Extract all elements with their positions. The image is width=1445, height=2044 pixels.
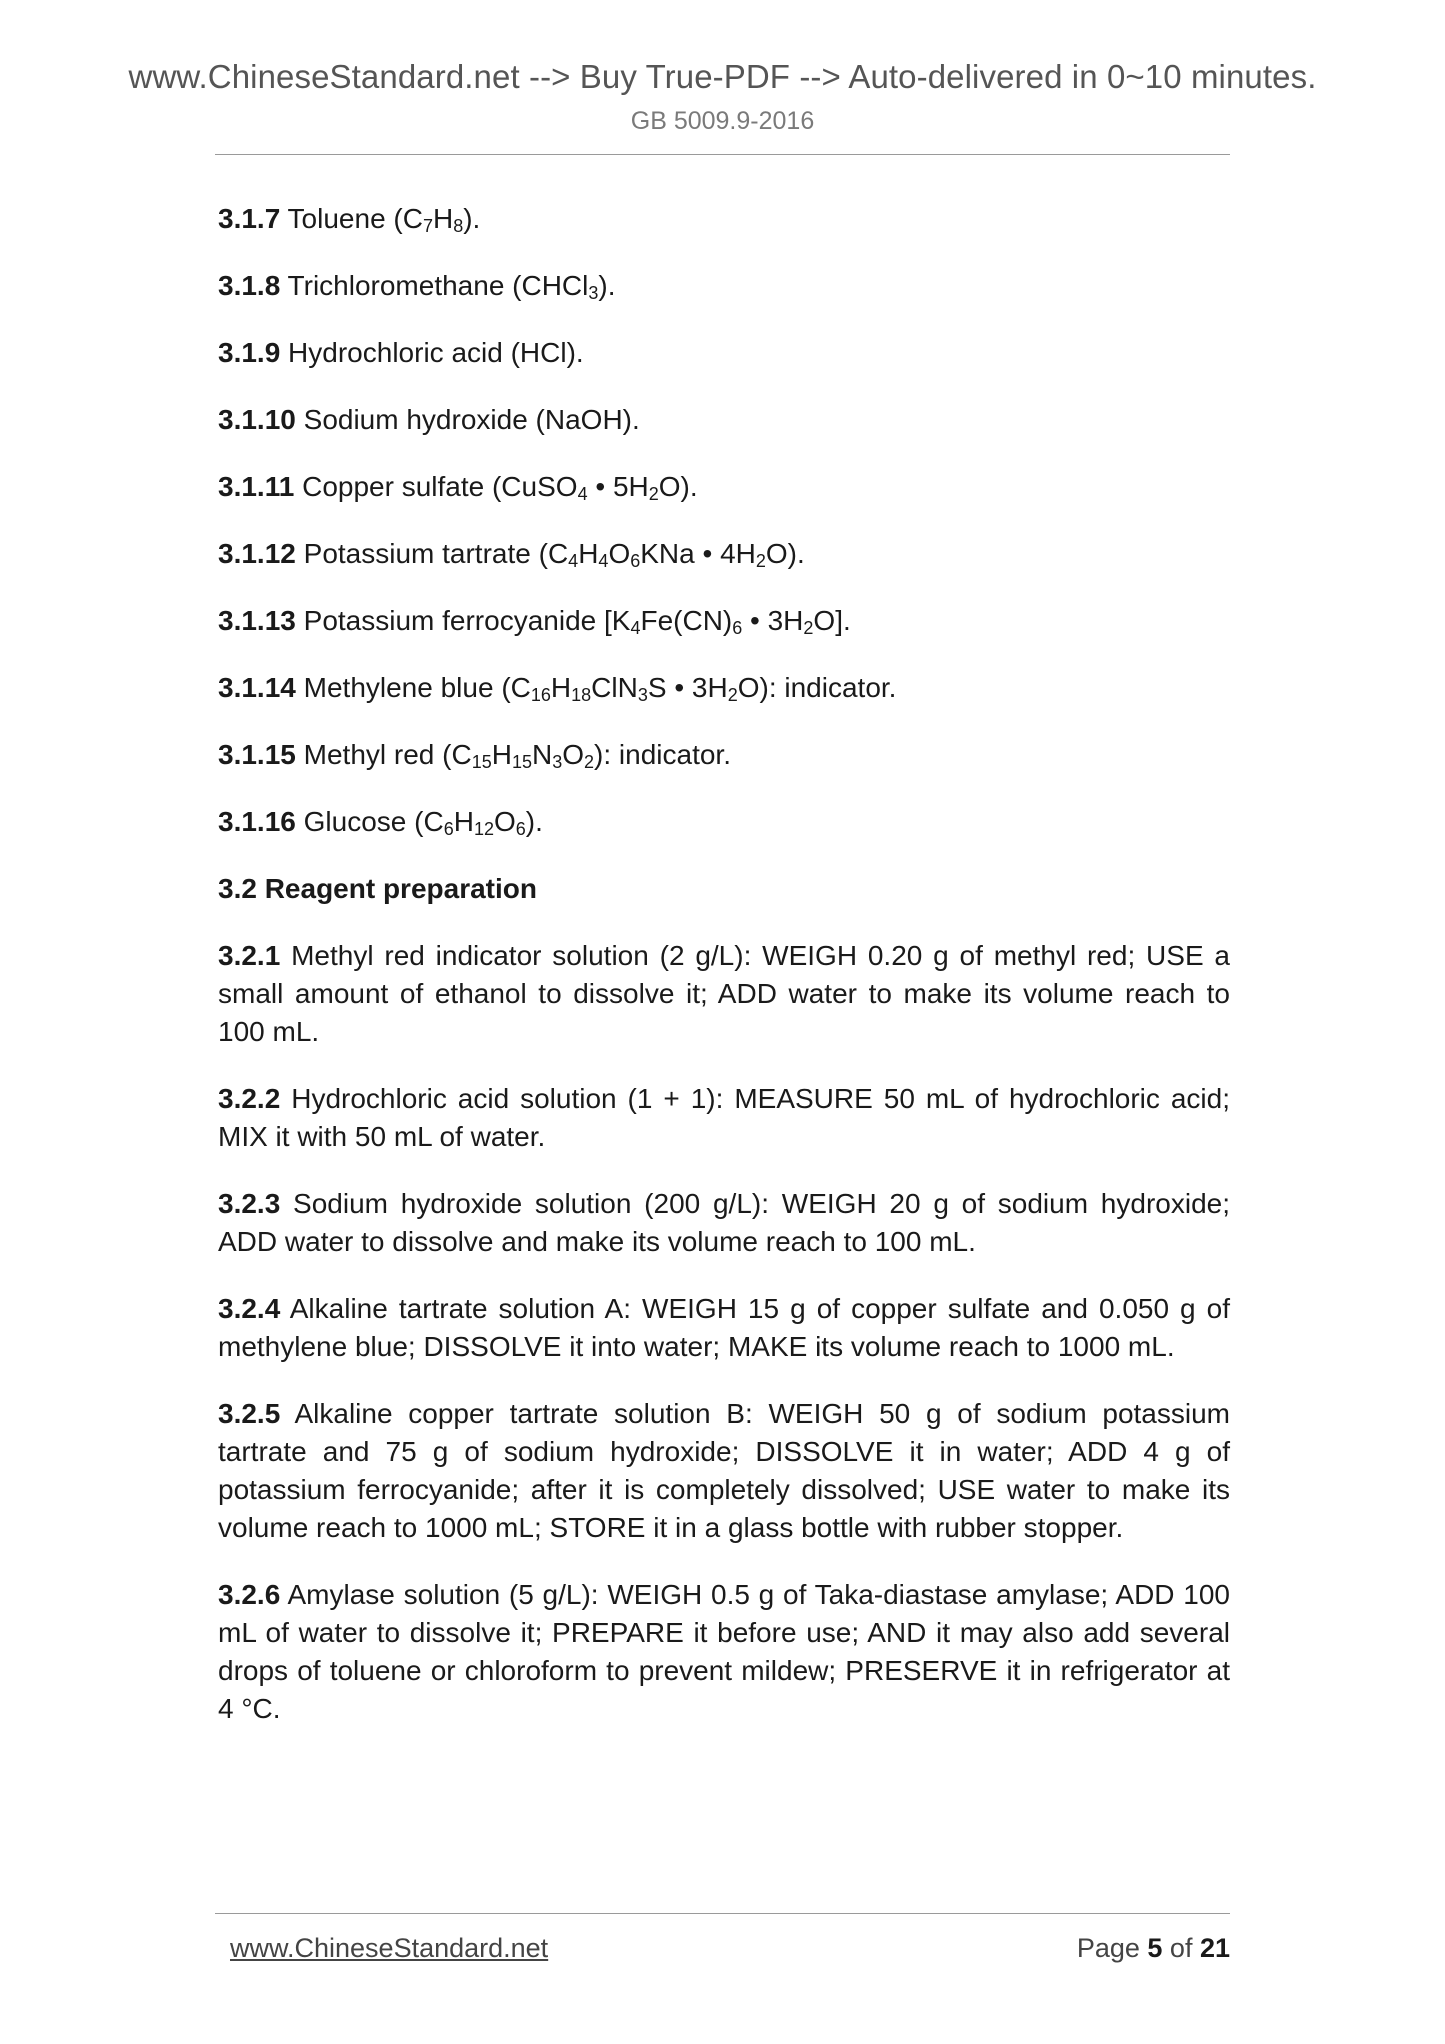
document-body <box>218 200 1230 1757</box>
item-3-1-14: 3.1.14 Methylene blue ($C_{16}H_{18}ClN_3S$ • $3H_2O$): indicator. <box>218 672 897 705</box>
page-indicator: Page 5 of 21 <box>1076 1933 1230 1963</box>
item-3-1-16: 3.1.16 Glucose $(C_6H_{12}O_6)$. <box>218 806 543 839</box>
item-3-1-8: 3.1.8 Trichloromethane (CHCl$_3$). <box>218 270 616 303</box>
paragraph-3-2-6: 3.2.6 Amylase solution (5 g/L): WEIGH 0.5 g of Taka-diastase amylase; ADD 100 mL of water to dissolve it; PREPARE it before use; AND it may also add several drops of toluene or chloroform to prevent mildew; PRESERVE it in refrigerator at 4 °C. <box>218 1579 1230 1724</box>
item-3-1-12: 3.1.12 Potassium tartrate ($C_4H_4O_6KNa$ • $4H_2O$). <box>218 538 805 571</box>
standard-code: GB 5009.9-2016 <box>630 107 815 135</box>
page-current: 5 <box>1147 1933 1163 1963</box>
item-3-1-10: 3.1.10 Sodium hydroxide (NaOH). <box>218 404 640 435</box>
paragraph-3-2-3: 3.2.3 Sodium hydroxide solution (200 g/L): WEIGH 20 g of sodium hydroxide; ADD water to dissolve and make its volume reach to 100 mL. <box>218 1188 1230 1257</box>
header-banner: www.ChineseStandard.net --> Buy True-PDF --> Auto-delivered in 0~10 minutes. <box>128 58 1317 95</box>
header-divider <box>215 154 1230 155</box>
item-3-1-13: 3.1.13 Potassium ferrocyanide [$K_4Fe(CN)_6$ • $3H_2O$]. <box>218 605 851 638</box>
paragraph-3-2-2: 3.2.2 Hydrochloric acid solution (1 + 1): MEASURE 50 mL of hydrochloric acid; MIX it with 50 mL of water. <box>218 1083 1230 1152</box>
section-heading: 3.2 Reagent preparation <box>218 873 537 904</box>
item-3-1-11: 3.1.11 Copper sulfate (CuSO$_4$ • $5H_2O$). <box>218 471 698 504</box>
footer-divider <box>215 1913 1230 1914</box>
paragraph-3-2-1: 3.2.1 Methyl red indicator solution (2 g/L): WEIGH 0.20 g of methyl red; USE a small amount of ethanol to dissolve it; ADD water to make its volume reach to 100 mL. <box>218 940 1230 1047</box>
item-3-1-7: 3.1.7 Toluene $(C_7H_8)$. <box>218 203 481 236</box>
paragraph-3-2-4: 3.2.4 Alkaline tartrate solution A: WEIGH 15 g of copper sulfate and 0.050 g of methylene blue; DISSOLVE it into water; MAKE its volume reach to 1000 mL. <box>218 1293 1230 1362</box>
item-3-1-15: 3.1.15 Methyl red $(C_{15}H_{15}N_3O_2)$: indicator. <box>218 739 731 772</box>
item-3-1-9: 3.1.9 Hydrochloric acid (HCl). <box>218 337 584 368</box>
footer-site-link[interactable]: www.ChineseStandard.net <box>230 1933 549 1963</box>
paragraph-3-2-5: 3.2.5 Alkaline copper tartrate solution B: WEIGH 50 g of sodium potassium tartrate and 75 g of sodium hydroxide; DISSOLVE it in water; ADD 4 g of potassium ferrocyanide; after it is completely dissolved; USE water to make its volume reach to 1000 mL; STORE it in a glass bottle with rubber stopper. <box>218 1398 1230 1543</box>
page-total: 21 <box>1199 1933 1230 1963</box>
